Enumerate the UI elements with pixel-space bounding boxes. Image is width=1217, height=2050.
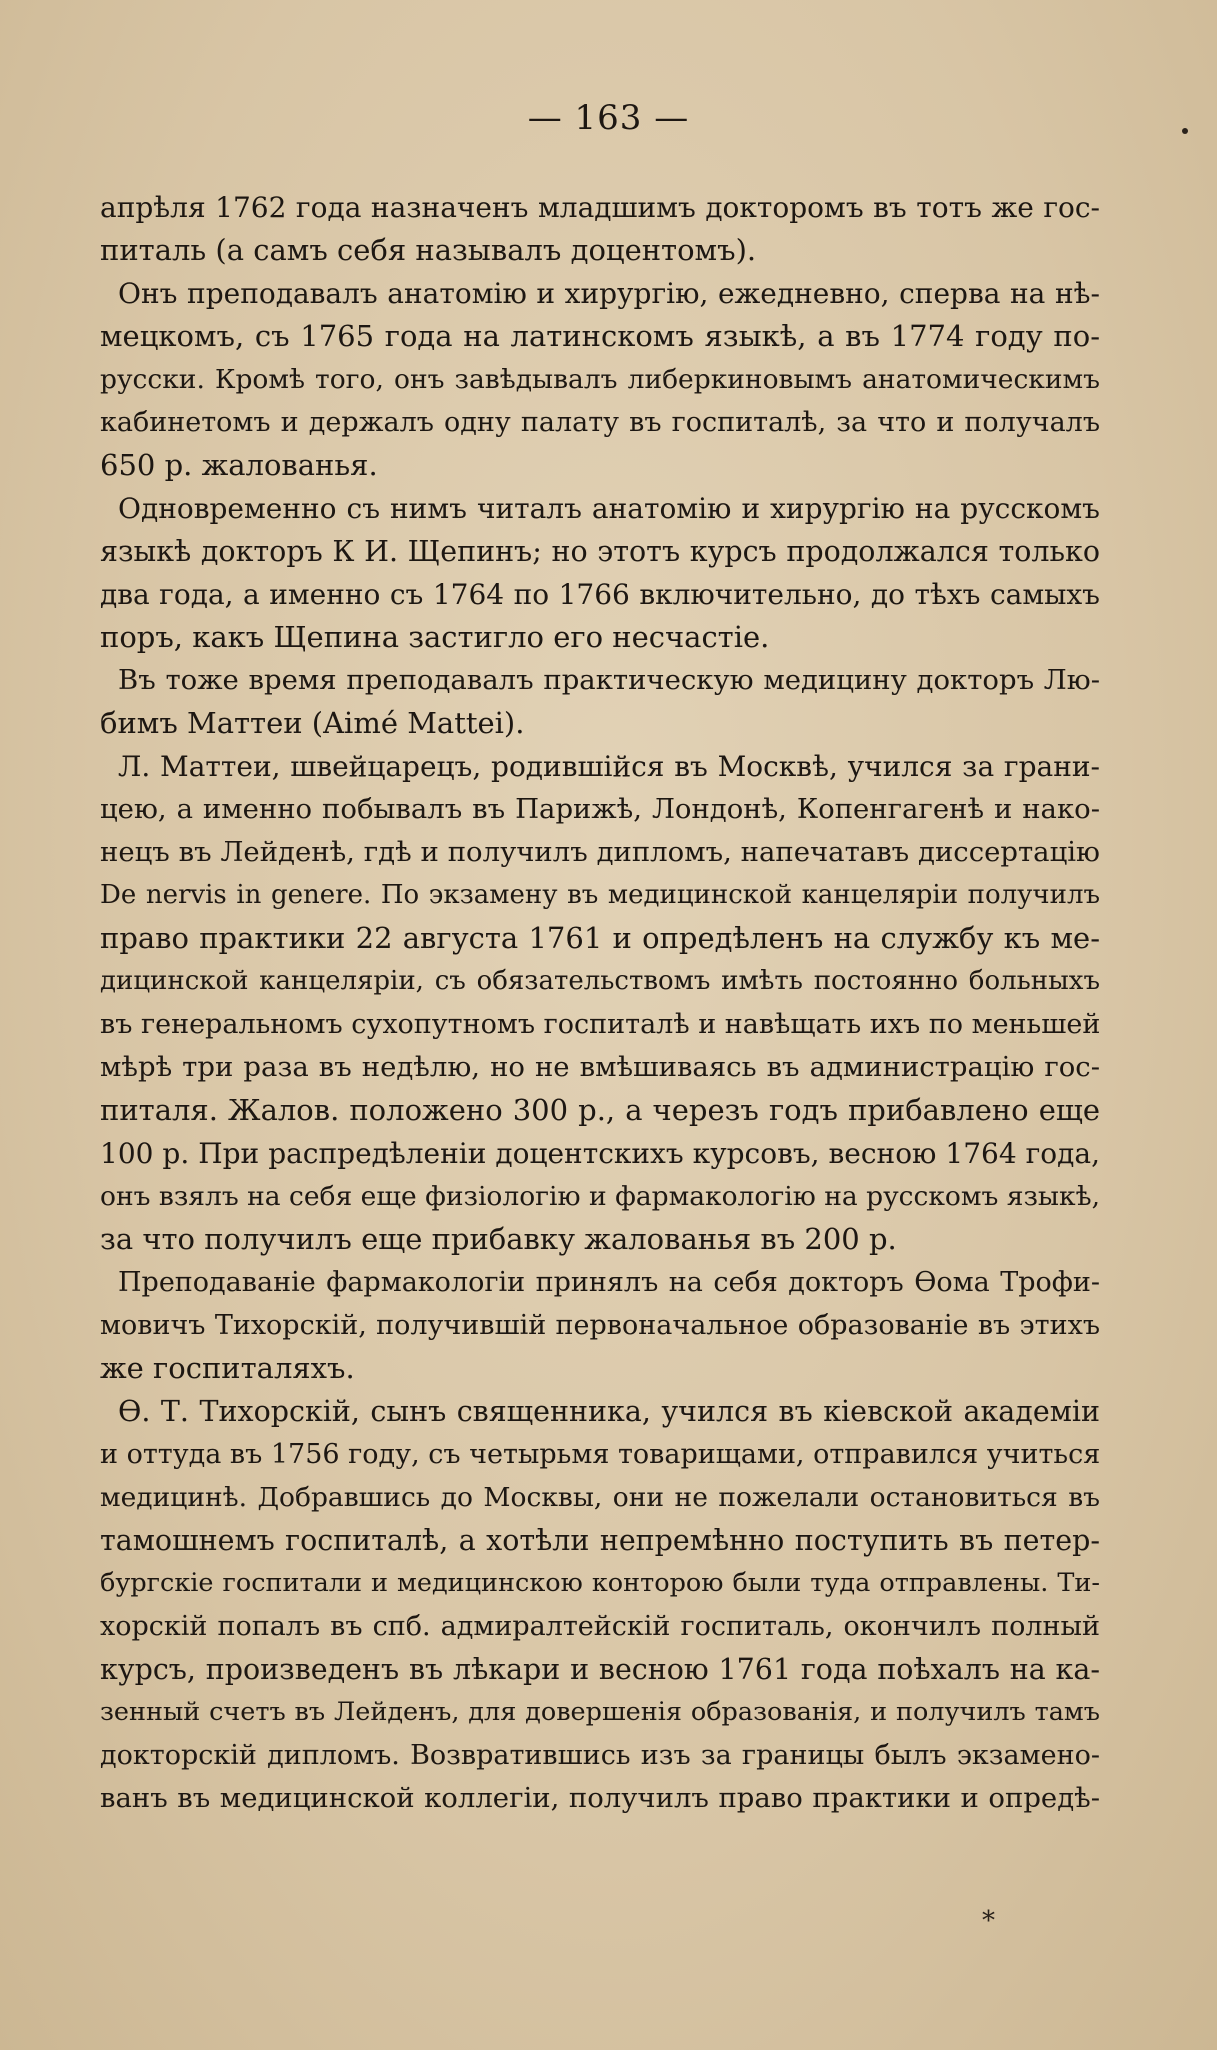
- text-line: за что получилъ еще прибавку жалованья въ 200 р.: [100, 1222, 897, 1256]
- text-line: два года, а именно съ 1764 по 1766 включительно, до тѣхъ самыхъ: [100, 578, 1100, 611]
- text-line: бимъ Маттеи (Aimé Mattei).: [100, 706, 525, 740]
- text-line: языкѣ докторъ К И. Щепинъ; но этотъ курсъ продолжался только: [100, 535, 1100, 568]
- text-line: мѣрѣ три раза въ недѣлю, но не вмѣшиваясь въ администрацію гос-: [100, 1051, 1100, 1083]
- text-line: апрѣля 1762 года назначенъ младшимъ докторомъ въ тотъ же гос-: [100, 191, 1100, 224]
- text-line: 650 р. жалованья.: [100, 448, 378, 482]
- text-line: русски. Кромѣ того, онъ завѣдывалъ либеркиновымъ анатомическимъ: [100, 364, 1100, 395]
- text-line: же госпиталяхъ.: [100, 1351, 355, 1385]
- text-line: питаля. Жалов. положено 300 р., а черезъ годъ прибавлено еще: [100, 1093, 1100, 1127]
- text-line: докторскій дипломъ. Возвратившись изъ за границы былъ экзамено-: [100, 1740, 1100, 1771]
- text-line: De nervis in genere. По экзамену въ медицинской канцеляріи получилъ: [100, 880, 1100, 910]
- text-line: право практики 22 августа 1761 и опредѣленъ на службу къ ме-: [100, 921, 1100, 955]
- body-text: [100, 186, 1100, 1820]
- text-line: и оттуда въ 1756 году, съ четырьмя товарищами, отправился учиться: [100, 1439, 1101, 1470]
- text-line: курсъ, произведенъ въ лѣкари и весною 1761 года поѣхалъ на ка-: [100, 1653, 1100, 1686]
- text-line: въ генеральномъ сухопутномъ госпиталѣ и навѣщать ихъ по меньшей: [100, 1009, 1101, 1040]
- text-line: цею, а именно побывалъ въ Парижѣ, Лондонѣ, Копенгагенѣ и нако-: [100, 793, 1100, 825]
- text-line: дицинской канцеляріи, съ обязательствомъ имѣть постоянно больныхъ: [100, 966, 1100, 996]
- ink-speck: [1182, 128, 1188, 134]
- text-line: ванъ въ медицинской коллегіи, получилъ право практики и опредѣ-: [100, 1782, 1100, 1814]
- text-line: Одновременно съ нимъ читалъ анатомію и хирургію на русскомъ: [118, 492, 1100, 525]
- text-line: поръ, какъ Щепина застигло его несчастіе.: [100, 620, 770, 654]
- text-line: кабинетомъ и держалъ одну палату въ госпиталѣ, за что и получалъ: [100, 407, 1100, 438]
- text-line: мецкомъ, съ 1765 года на латинскомъ языкѣ, а въ 1774 году по-: [100, 319, 1100, 353]
- text-line: Онъ преподавалъ анатомію и хирургію, ежедневно, сперва на нѣ-: [118, 277, 1100, 310]
- signature-mark: *: [982, 1906, 995, 1936]
- text-line: хорскій попалъ въ спб. адмиралтейскій госпиталь, окончилъ полный: [100, 1611, 1100, 1642]
- text-line: тамошнемъ госпиталѣ, а хотѣли непремѣнно поступить въ петер-: [100, 1524, 1100, 1557]
- text-line: мовичъ Тихорскій, получившій первоначальное образованіе въ этихъ: [100, 1310, 1100, 1341]
- text-line: нецъ въ Лейденѣ, гдѣ и получилъ дипломъ, напечатавъ диссертацію: [100, 836, 1100, 868]
- text-line: питаль (а самъ себя называлъ доцентомъ).: [100, 233, 757, 267]
- text-line: бургскіе госпитали и медицинскою конторою были туда отправлены. Ти-: [100, 1568, 1100, 1598]
- text-line: 100 р. При распредѣленіи доцентскихъ курсовъ, весною 1764 года,: [100, 1137, 1100, 1170]
- text-line: медицинѣ. Добравшись до Москвы, они не пожелали остановиться въ: [100, 1482, 1100, 1513]
- text-line: Въ тоже время преподавалъ практическую медицину докторъ Лю-: [118, 664, 1100, 696]
- text-line: Преподаваніе фармакологіи принялъ на себя докторъ Ѳома Трофи-: [118, 1267, 1100, 1298]
- text-line: Л. Маттеи, швейцарецъ, родившійся въ Москвѣ, учился за грани-: [118, 750, 1100, 783]
- text-line: онъ взялъ на себя еще физіологію и фармакологію на русскомъ языкѣ,: [100, 1181, 1100, 1212]
- text-line: зенный счетъ въ Лейденъ, для довершенія образованія, и получилъ тамъ: [100, 1697, 1100, 1727]
- page-number: — 163 —: [527, 98, 690, 138]
- text-line: Ѳ. Т. Тихорскій, сынъ священника, учился въ кіевской академіи: [118, 1395, 1100, 1428]
